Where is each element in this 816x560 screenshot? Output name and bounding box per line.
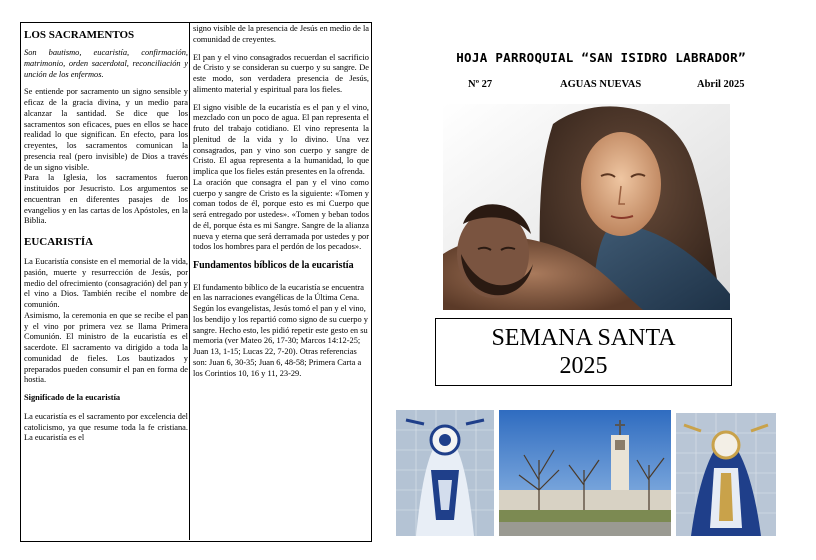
- left-column: [24, 24, 188, 538]
- heading-fundamentos: Fundamentos bíblicos de la eucaristía: [193, 260, 354, 271]
- issue-number: Nº 27: [468, 79, 493, 90]
- mosaic-left-photo: [396, 410, 494, 536]
- heading-eucaristia: EUCARISTÍA: [24, 236, 94, 249]
- issue-date: Abril 2025: [697, 79, 745, 90]
- title-line2: 2025: [559, 353, 608, 379]
- heading-significado: Significado de la eucaristía: [24, 393, 121, 403]
- pieta-photo: [443, 104, 730, 310]
- paragraph: La eucaristía es el sacramento por excelencia del catolicismo, ya que resume toda la fe cristiana. La eucaristía es el: [24, 411, 188, 443]
- church-photo: [499, 410, 671, 536]
- title-box: [435, 318, 732, 386]
- title-line1: SEMANA SANTA: [491, 325, 676, 351]
- paragraph: El pan y el vino consagrados recuerdan el sacrificio de Cristo y se consideran su cuerpo y su sangre. De este modo, son verdadera presencia de Jesús, alimento material y espiritual para los fieles.: [193, 52, 369, 94]
- paragraph: Asimismo, la ceremonia en que se recibe el pan y el vino por primera vez se llama Primera Comunión. El ministro de la eucaristía es el sacerdote. El sacramento va dirigido a toda la comunidad de fieles. Los bautizados y preparados pueden consumir el pan en forma de hostia.: [24, 310, 188, 385]
- mary-face: [581, 132, 661, 236]
- masthead: HOJA PARROQUIAL “SAN ISIDRO LABRADOR”: [456, 50, 746, 65]
- column-divider: [189, 22, 190, 540]
- paragraph: signo visible de la presencia de Jesús en medio de la comunidad de creyentes.: [193, 24, 369, 44]
- paragraph: La oración que consagra el pan y el vino como cuerpo y sangre de Cristo es la siguiente: «Tomen y coman todos de él, porque esto es mi Cuerpo que será entregado por ustedes». «Tomen y beban todos de él, porque ésta es mi Sangre. Sangre de la alianza nueva y eterna que será derramada por ustedes y por todos los hombres para el perdón de los pecados».: [193, 177, 369, 252]
- paragraph: La Eucaristía consiste en el memorial de la vida, pasión, muerte y resurrección de Jesús, por medio del ofrecimiento (consagración) del pan y el vino a Dios. También recibe el nombre de comunión.: [24, 257, 188, 310]
- paragraph: El signo visible de la eucaristía es el pan y el vino, mezclado con un poco de agua. El pan representa el fruto del trabajo cotidiano. El vino representa la plenitud de la vida y lo divino. Una vez consagrados, pan y vino son cuerpo y sangre de Cristo. El agua representa a la humanidad, lo que implica que los fieles están presentes en la ofrenda.: [193, 102, 369, 176]
- paragraph: El fundamento bíblico de la eucaristía se encuentra en las narraciones evangélicas de la Última Cena. Según los evangelistas, Jesús tomó el pan y el vino, los bendijo y los repartió como signo de su cuerpo y sangre. Hecho esto, les pidió repetir este gesto en su memoria (ver Mateo 26, 17-30; Marcos 14:12-25; Juan 13, 1-15; Lucas 22, 7-20). Otras referencias son: Juan 6, 30-35; Juan 6, 48-58; Primera Carta a los Corintios 10, 16 y 11, 23-29.: [193, 282, 368, 378]
- paragraph: Para la Iglesia, los sacramentos fueron instituidos por Jesucristo. Los argumentos se encuentran en diferentes pasajes de los evangelios y en las cartas de los Apóstoles, en la Biblia.: [24, 173, 188, 226]
- heading-sacramentos: LOS SACRAMENTOS: [24, 29, 135, 41]
- right-column: [193, 24, 369, 538]
- paragraph: Se entiende por sacramento un signo sensible y eficaz de la gracia divina, y un medio para alcanzar la santidad. Se dice que los sacramentos son eficaces, pues en ellos se hace realidad lo que significan. En efecto, para los creyentes, los sacramentos comunican la presencia real (pero invisible) de Dios a través de un signo visible.: [24, 87, 188, 172]
- mosaic-right-photo: [676, 413, 776, 536]
- intro-italic: Son bautismo, eucaristía, confirmación, matrimonio, orden sacerdotal, reconciliación y unción de los enfermos.: [24, 48, 188, 79]
- location: AGUAS NUEVAS: [560, 79, 642, 90]
